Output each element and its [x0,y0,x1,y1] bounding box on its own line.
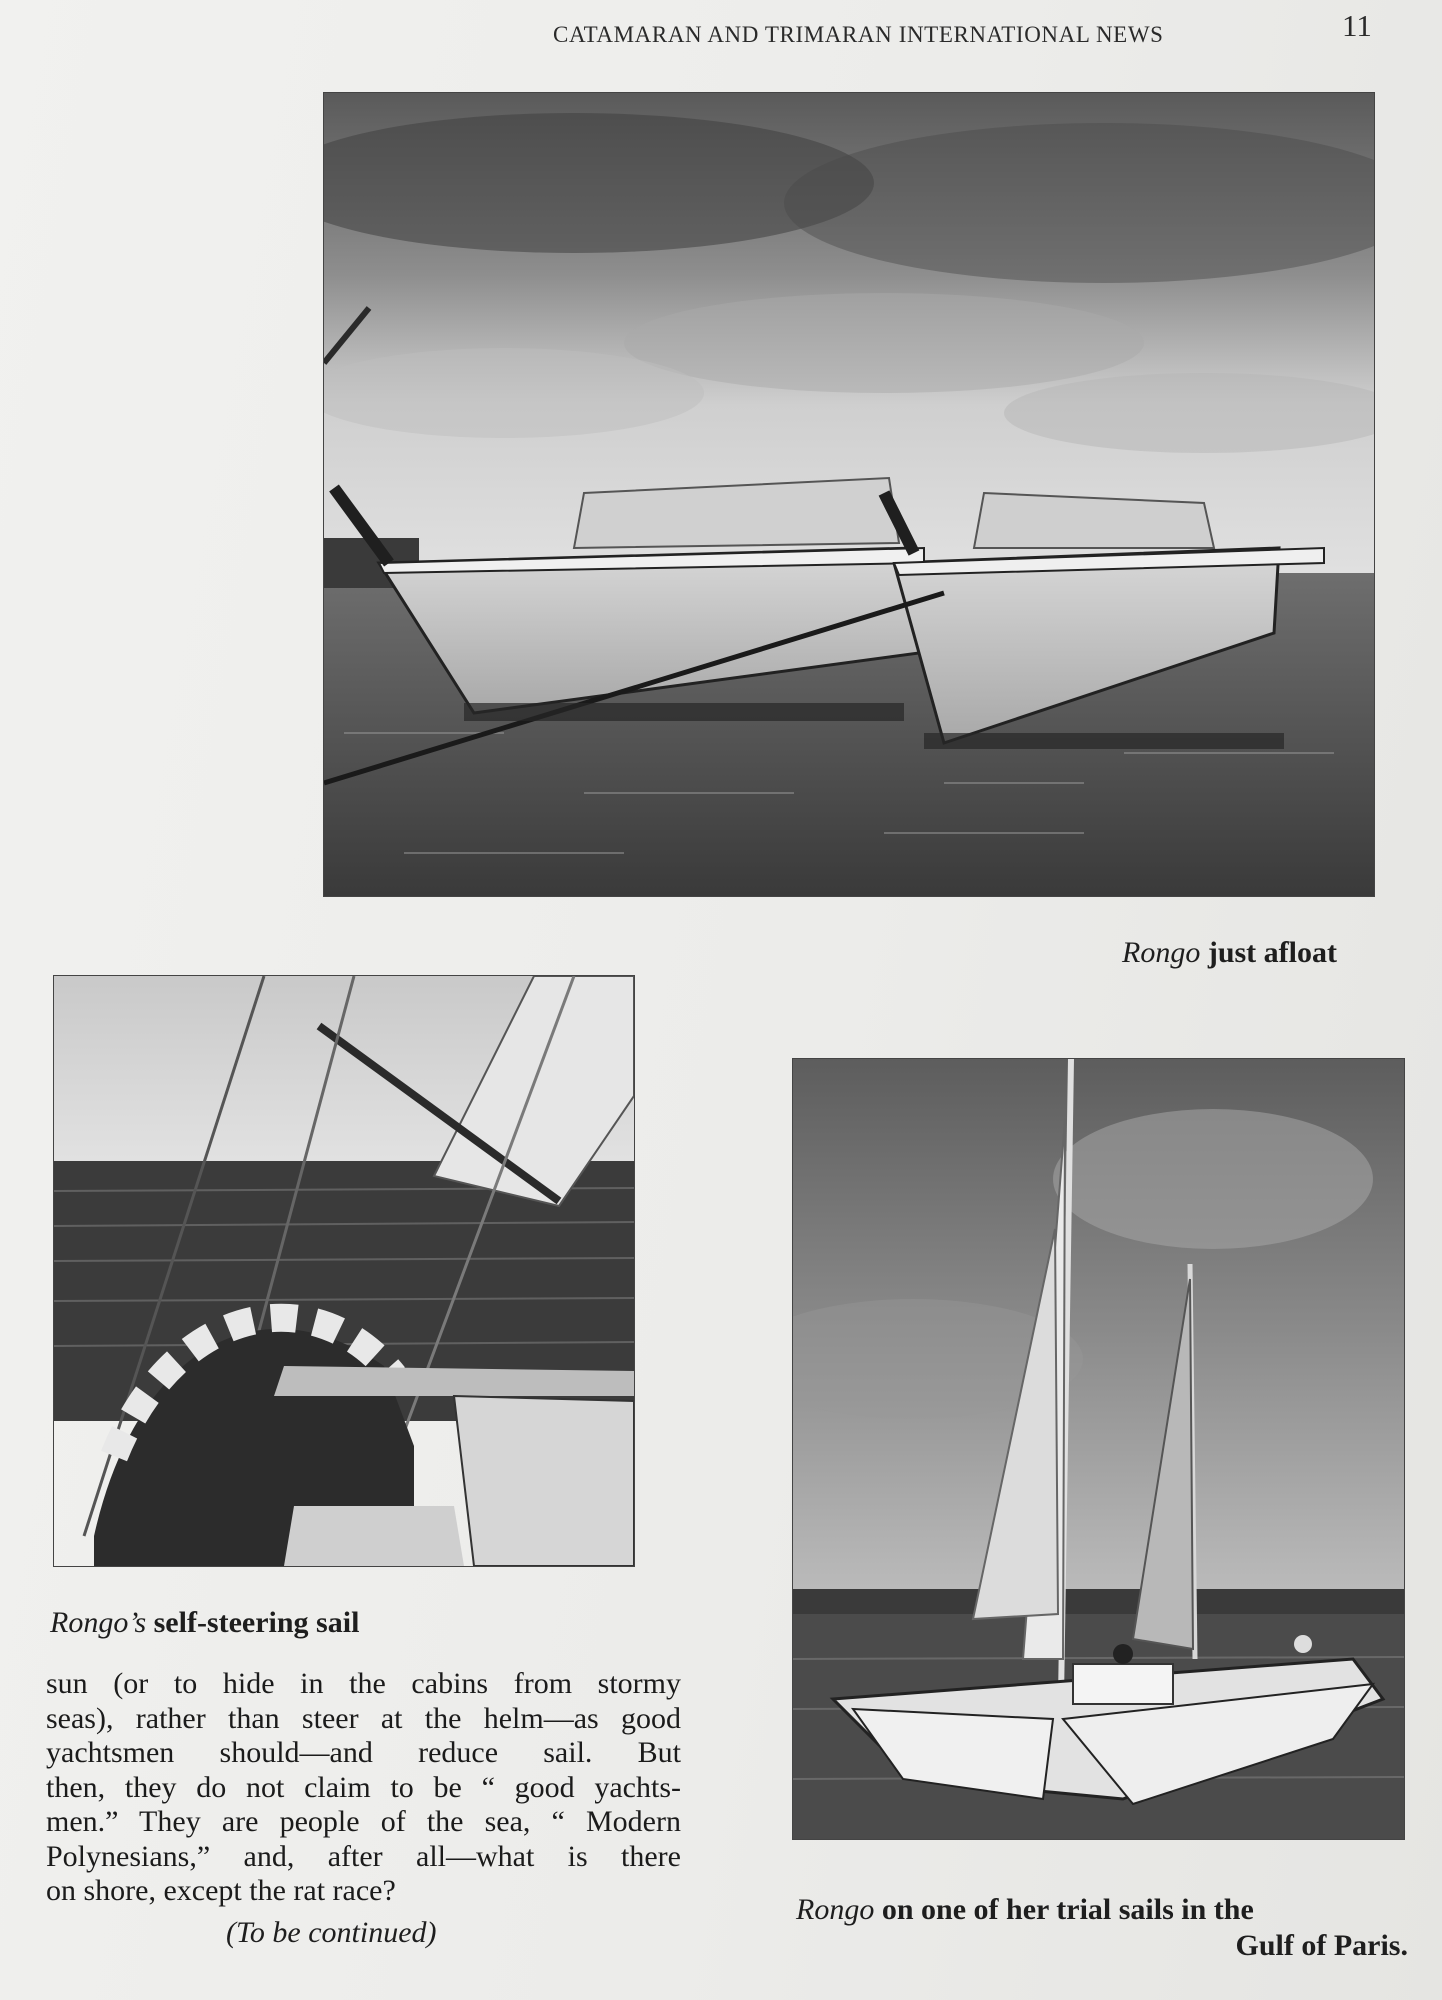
photo-trial-sail-image [793,1059,1404,1839]
article-line: men.” They are people of the sea, “ Modern [46,1805,681,1838]
article-line: on shore, except the rat race? [46,1874,396,1907]
photo-self-steering-sail [53,975,635,1567]
caption-boat-name: Rongo [1122,936,1201,969]
caption-rongo-afloat [1122,936,1337,970]
caption-text-line2: Gulf of Paris. [1235,1929,1408,1962]
article-line: then, they do not claim to be “ good yachts- [46,1770,681,1804]
caption-text: just afloat [1207,936,1337,969]
caption-boat-name: Rongo [796,1893,875,1926]
photo-rongo-afloat-image [324,93,1374,896]
caption-boat-name: Rongo’s [50,1606,147,1639]
photo-self-steering-sail-image [54,976,634,1566]
article-line: yachtsmen should—and reduce sail. But [46,1736,681,1769]
caption-self-steering-sail [50,1606,359,1640]
article-body [46,1667,681,1909]
photo-trial-sail [792,1058,1405,1840]
caption-text: self-steering sail [153,1606,360,1639]
caption-trial-sail [796,1893,1408,1963]
caption-text-line1: on one of her trial sails in the [881,1893,1254,1926]
to-be-continued-text: (To be continued) [226,1916,437,1949]
article-line: Polynesians,” and, after all—what is there [46,1839,681,1873]
photo-rongo-afloat [323,92,1375,897]
article-line: sun (or to hide in the cabins from stormy [46,1667,681,1700]
running-head: CATAMARAN AND TRIMARAN INTERNATIONAL NEWS [553,22,1164,47]
to-be-continued [226,1916,437,1950]
page-number: 11 [1342,8,1372,43]
article-line: seas), rather than steer at the helm—as good [46,1701,681,1735]
